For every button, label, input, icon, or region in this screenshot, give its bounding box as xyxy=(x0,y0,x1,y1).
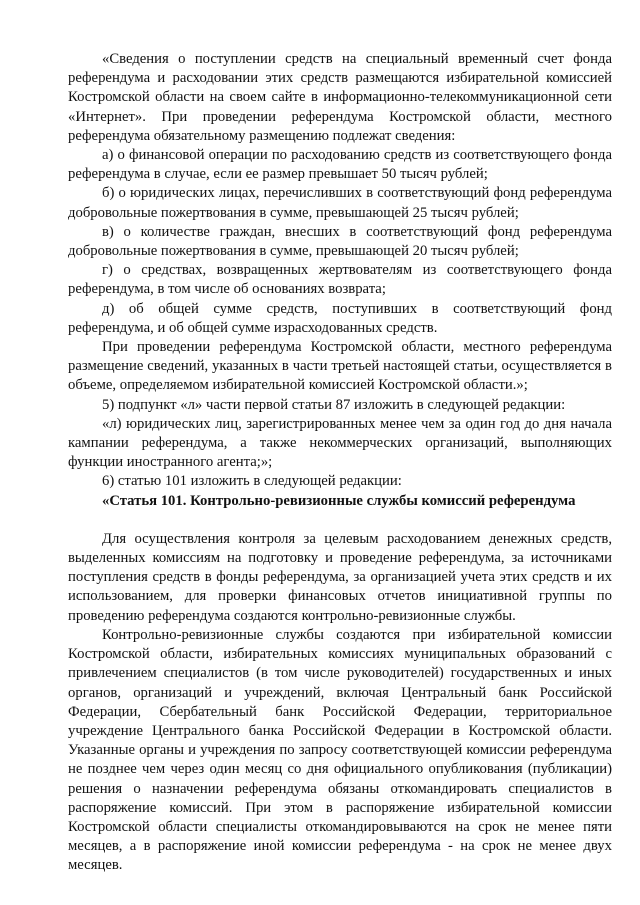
paragraph-subclause-l: «л) юридических лиц, зарегистрированных менее чем за один год до дня начала кампании референдума, а также некоммерческих организаций, выполняющих функции иностранного агента;»; xyxy=(68,415,612,471)
paragraph-item-g: г) о средствах, возвращенных жертвователям из соответствующего фонда референдума, в том числе об основаниях возврата; xyxy=(68,262,612,298)
article-heading: «Статья 101. Контрольно-ревизионные службы комиссий референдума xyxy=(102,492,576,509)
paragraph-local-referendum: При проведении референдума Костромской области, местного референдума размещение сведений, указанных в части третьей настоящей статьи, осуществляется в объеме, определяемом избирательной комиссией Костромской области.»; xyxy=(68,339,612,394)
paragraph-amendment-6: 6) статью 101 изложить в следующей редакции: xyxy=(102,473,402,490)
paragraph-publication-info: «Сведения о поступлении средств на специальный временный счет фонда референдума и расходовании этих средств размещаются избирательной комиссией Костромской области на своем сайте в информационно-телекоммуникационной сети «Интернет». При проведении референдума Костромской области, местного референдума обязательному размещению подлежат сведения: xyxy=(68,51,612,144)
paragraph-control-purpose: Для осуществления контроля за целевым расходованием денежных средств, выделенных комиссиям на подготовку и проведение референдума, за источниками поступления средств в фонды референдума, за организацией учета этих средств и их использованием, для проверки финансовых отчетов инициативной группы по проведению референдума создаются контрольно-ревизионные службы. xyxy=(68,530,612,624)
paragraph-amendment-5: 5) подпункт «л» части первой статьи 87 изложить в следующей редакции: xyxy=(102,396,566,413)
paragraph-control-services: Контрольно-ревизионные службы создаются при избирательной комиссии Костромской области, избирательных комиссиях муниципальных образований с привлечением специалистов (в том числе руководителей) государственных и иных органов, организаций и учреждений, включая Центральный банк Российской Федерации, Сбербательный банк Российской Федерации, территориальное учреждение Центрального банка Российской Федерации в Костромской области. Указанные органы и учреждения по запросу соответствующей комиссии референдума не позднее чем через один месяц со дня официального опубликования (публикации) решения о назначении референдума обязаны откомандировать специалистов в распоряжение комиссий. При этом в распоряжение избирательной комиссии Костромской области специалисты откомандировываются на срок не менее пяти месяцев, а в распоряжение иной комиссии референдума - на срок не менее двух месяцев. xyxy=(68,626,612,874)
paragraph-item-d: д) об общей сумме средств, поступивших в соответствующий фонд референдума, и об общей сумме израсходованных средств. xyxy=(68,300,612,336)
paragraph-item-a: а) о финансовой операции по расходованию средств из соответствующего фонда референдума в случае, если ее размер превышает 50 тысяч рублей; xyxy=(68,147,612,183)
paragraph-item-b: б) о юридических лицах, перечисливших в соответствующий фонд референдума добровольные пожертвования в сумме, превышающей 25 тысяч рублей; xyxy=(68,185,612,221)
document-page xyxy=(68,50,612,876)
paragraph-item-v: в) о количестве граждан, внесших в соответствующий фонд референдума добровольные пожертвования в сумме, превышающей 20 тысяч рублей; xyxy=(68,223,612,260)
